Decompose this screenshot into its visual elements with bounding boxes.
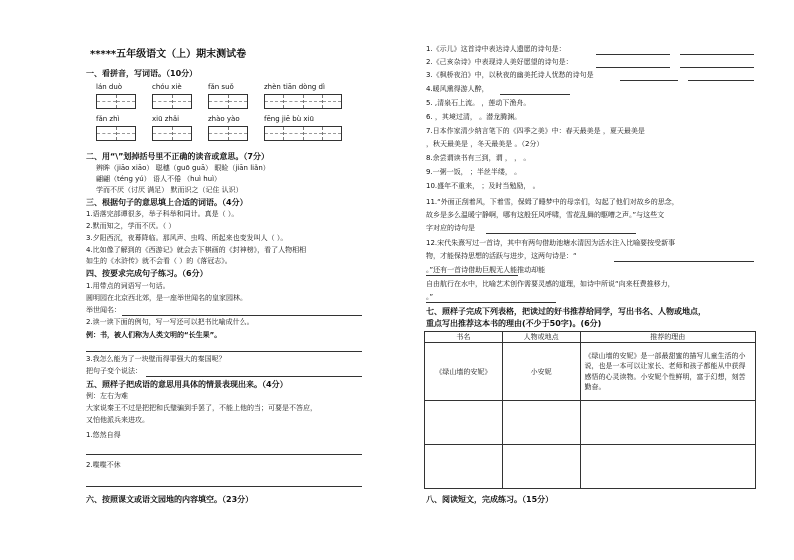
table-row [425,343,756,401]
s5-line-3: 又怕他派兵来进攻。 [86,416,149,424]
section-7-heading-2: 重点写出推荐这本书的理由(不少于50字)。(6分) [426,319,602,328]
s5-line-5: 2.喋喋不休 [86,461,121,469]
book-cell[interactable] [425,401,503,445]
answer-line[interactable] [620,80,678,81]
reason-cell[interactable] [580,401,755,445]
answer-line[interactable] [86,486,362,487]
answer-line[interactable] [596,67,670,68]
page-title: *****五年级语文（上）期末测试卷 [90,49,247,60]
q12d: 自由航行在水中，比喻艺术创作需要灵感的道理，如诗中所说“向来枉费推移力， [426,280,675,288]
book-cell: 《绿山墙的安妮》 [425,343,503,401]
s4-line-6: 3.我怎么能为了一块壁而得罪强大的秦国呢？ [86,355,226,363]
pinyin-label: fǎn suǒ [208,83,234,91]
pinyin-label: zhào yào [208,115,240,123]
q5: 5. ,清泉石上流。 ，莲动下渔舟。 [426,99,531,107]
s4-line-5: 例：书，被人们称为人类文明的“长生果”。 [86,331,222,339]
s4-line-2: 圆明园在北京西北郊，是一座举世闻名的皇家园林。 [86,294,247,302]
answer-line[interactable] [688,80,754,81]
q11c: 字对应的诗句是 [426,224,475,232]
section-2-heading: 二、用“\”划掉括号里不正确的读音或意思。（7分） [86,152,270,161]
section-3-heading: 三、根据句子的意思填上合适的词语。（4分） [86,198,248,207]
s5-line-1: 例：左右为难 [86,392,128,400]
q6: 6. ，其境过清， 。潜龙腾渊。 [426,113,522,121]
s4-line-7: 把句子变个说法： [86,367,142,375]
pinyin-label: lán duò [96,83,123,91]
section-8-heading: 八、阅读短文，完成练习。（15分） [426,495,554,504]
s3-line-5: 如生的《水浒传》就不会看（ ）的《落冠志》。 [86,257,232,265]
q11b: 故乡是多么温暖宁静啊，哪有这般狂风呼啸，雪花乱舞的駆嘈之声。”与这些文 [426,211,665,219]
s4-line-4: 2.读一读下面的例句，写一写还可以把书比喻成什么。 [86,318,254,326]
answer-line[interactable] [426,275,518,276]
answer-line[interactable] [86,351,362,352]
s3-line-1: 1.语落完部谭很多，举子科举和同计。真是（ ）。 [86,210,239,218]
q12e: 。” [426,293,434,301]
book-cell[interactable] [425,445,503,489]
person-cell[interactable] [502,401,580,445]
q10: 10.盛年不重来， ；及时当勉励， 。 [426,182,540,190]
section-4-heading: 四、按要求完成句子练习。（6分） [86,269,208,278]
s5-line-2: 大家说秦王不过是把把和氏璧骗到手罢了，不能上他的当；可要是不答应， [86,404,317,412]
q1: 1.《示儿》这首诗中表达诗人遗愿的诗句是： [426,45,566,53]
answer-line[interactable] [86,454,362,455]
section-7-heading: 七、照样子完成下列表格，把读过的好书推荐给同学，写出书名、人物或地点， [426,307,706,316]
s5-line-4: 1.悠然自得 [86,431,121,439]
answer-line[interactable] [486,233,636,234]
table-row[interactable] [425,445,756,489]
writing-box[interactable] [96,94,136,109]
answer-line[interactable] [680,67,754,68]
s3-line-2: 2.默而知之，学而不厌。（ ） [86,222,176,230]
q12a: 12.宋代朱熹写过一首诗，其中有两句借助池塘水清因为活水注入比喻要按受新事 [426,239,676,247]
section-6-heading: 六、按照课文或语文园地的内容填空。（23分） [86,495,254,504]
q12c: 。”还有一首诗借助巨舰无人能推动却能 [426,266,546,274]
q7b: ，秋天最美是 ，冬天最美是 。（2分） [426,140,544,148]
q4: 4.暖风熏得游人醉， [426,85,489,93]
section-1-heading: 一、看拼音，写词语。（10分） [86,69,198,78]
person-cell[interactable] [502,445,580,489]
reason-cell: 《绿山墙的安妮》是一部最甜蜜的描写儿童生活的小说，也是一本可以让家长、老师和孩子都能从中获得感悟的心灵读物。小安妮个性鲜明，富于幻想，刻苦勤奋。 [580,343,755,401]
writing-box[interactable] [96,126,136,141]
col-header-person: 人物或地点 [502,332,580,343]
pinyin-label: zhèn tiān dòng dì [264,83,325,91]
answer-line[interactable] [500,94,570,95]
pinyin-label: fǎn zhì [96,115,120,123]
s4-line-1: 1.用带点的词语写一句话。 [86,282,170,290]
pinyin-label: xiū zhǎi [152,115,180,123]
answer-line[interactable] [146,376,362,377]
q9: 9.一粥一饭， ；半丝半缕， 。 [426,168,522,176]
col-header-reason: 推荐的理由 [580,332,755,343]
s3-line-4: 4.比如像了解到的《西游记》就会去下棋画的《封神榜》，看了人物相相 [86,246,307,254]
q11a: 11.“外面正刮着风，下着雪，保姆了睡梦中的母亲们，勾起了他们对故乡的思念， [426,198,679,206]
answer-line[interactable] [596,54,670,55]
person-cell: 小安妮 [502,343,580,401]
s2-line-2: 翩翩（téng yú） 语人不倦 （huì huì） [96,175,222,183]
q2: 2.《己亥杂诗》中表现诗人美好愿望的诗句是： [426,58,573,66]
answer-line[interactable] [614,261,754,262]
s4-line-3: 举世闻名： [86,306,121,314]
q12b: 物，才能保持思想的活跃与进步，这两句诗是：“ [426,252,577,260]
reason-cell[interactable] [580,445,755,489]
s3-line-3: 3.夕阳西沉，夜幕降临。那风声、虫鸣、所起来也变发叫人（ ）。 [86,234,288,242]
writing-box[interactable] [208,126,248,141]
table-row[interactable] [425,401,756,445]
answer-line[interactable] [426,302,556,303]
writing-box[interactable] [208,94,248,109]
s2-line-3: 学而不厌（讨厌 满足） 默而识之（记住 认识） [96,186,243,194]
pinyin-label: fēng jiē bù xiū [264,115,314,123]
pinyin-label: chóu xiè [152,83,182,91]
s2-line-1: 辨眸（jiāo xiāo） 聪穗（guō guā） 眼睑（jiān liǎn） [96,164,270,172]
q3: 3.《枫桥夜泊》中，以秋夜的幽美托诗人忧愁的诗句是 [426,71,594,79]
writing-box[interactable] [152,126,192,141]
q8: 8.余尝谓读书有三到，谓 ， ， 。 [426,154,531,162]
section-5-heading: 五、照样子把成语的意思用具体的情景表现出来。（4分） [86,380,288,389]
writing-box[interactable] [152,94,192,109]
answer-line[interactable] [122,315,362,316]
recommend-table [424,331,756,489]
writing-box[interactable] [264,94,342,109]
writing-box[interactable] [264,126,342,141]
q7a: 7.日本作家清少纳言笔下的《四季之美》中：春天最美是 ，夏天最美是 [426,127,645,135]
col-header-book: 书名 [425,332,503,343]
answer-line[interactable] [680,54,754,55]
